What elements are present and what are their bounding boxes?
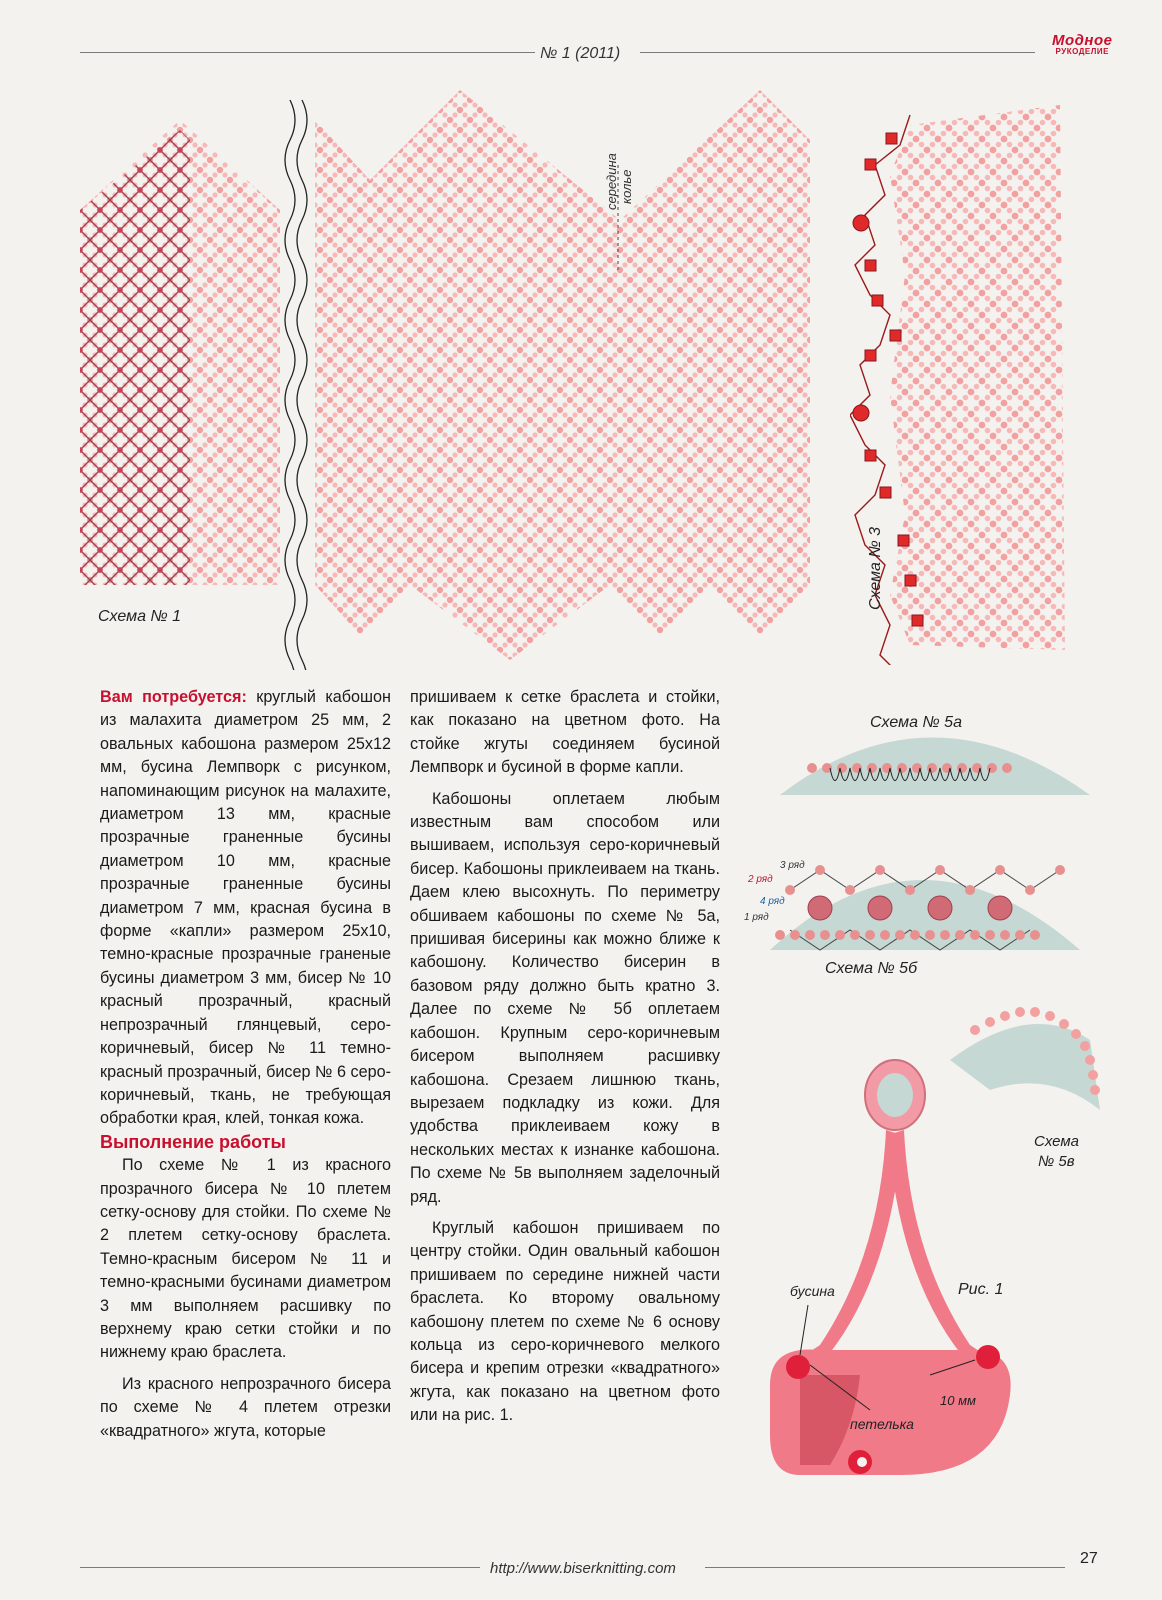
logo-line2: РУКОДЕЛИЕ [1055,47,1109,56]
break-line-1 [285,100,295,670]
header-rule-left [80,52,535,53]
break-line-2 [297,100,307,670]
footer-url: http://www.biserknitting.com [490,1560,676,1577]
net-right-block [315,90,810,660]
issue-number: № 1 (2011) [540,45,621,62]
bead-right [976,1345,1000,1369]
scheme3-diagram [850,95,1080,665]
header-rule-right [640,52,1035,53]
scheme3-net [890,105,1065,650]
scheme1-caption: Схема № 1 [98,608,182,625]
top-cabochon-center [877,1073,913,1117]
figure1-caption: Рис. 1 [958,1281,1004,1298]
middle-label-2: колье [619,169,634,204]
bead-pointer [800,1305,808,1355]
page-number: 27 [1080,1550,1098,1567]
footer-rule-left [80,1567,480,1568]
col2-paragraph-1: пришиваем к сетке браслета и стойки, как показано на цветном фото. На стойке жгуты соединяем бусиной Лемпворк и бусиной в форме капли. [410,688,720,777]
figure1-illustration [760,1055,1060,1500]
work-paragraph-1: По схеме № 1 из красного прозрачного бисера № 10 плетем сетку-основу для стойки. По схеме № 2 плетем сетку-основу браслета. Темно-красным бисером № 11 и темно-красными бусинами диаметром 3 мм выполняем расшивку по верхнему краю сетки стойки и по нижнему краю браслета. [100,1156,391,1362]
bead-label: бусина [790,1283,835,1299]
scheme5a-caption: Схема № 5а [870,714,962,731]
scheme5a-diagram [770,690,1100,810]
net-dark-overlay [80,130,190,585]
text-column-1 [100,686,391,1443]
logo-line1: Модное [1052,32,1113,49]
bead-bottom-left-hole [857,1457,867,1467]
right-strand [888,1130,985,1365]
work-heading: Выполнение работы [100,1131,286,1152]
left-strand [805,1130,902,1365]
scheme5v-caption-1: Схема [1034,1133,1079,1150]
materials-lead: Вам потребуется: [100,688,247,706]
scheme5b-caption: Схема № 5б [825,960,918,977]
row4-label: 4 ряд [760,896,785,907]
footer-rule-right [705,1567,1065,1568]
col2-paragraph-2: Кабошоны оплетаем любым известным вам способом или вышиваем, используя серо-коричневый бисер. Кабошоны приклеиваем на ткань. Даем клею высохнуть. По периметру обшиваем кабошоны по схеме № 5а, пришивая бисерины как можно ближе к кабошону. Количество бисерин в базовом ряду должно быть кратно 3. Далее по схеме № 5б оплетаем кабошон. Крупным серо-коричневым бисером выполняем расшивку кабошона. Срезаем лишнюю ткань, вырезаем подкладку из кожи. Для удобства приклеиваем кожу в нескольких местах к изнанке кабошона. По схеме № 5в выполняем заделочный ряд. [410,789,720,1206]
scheme1-diagram [70,80,830,670]
materials-paragraph [100,686,391,1131]
mm-label: 10 мм [940,1393,976,1408]
col2-paragraph-3: Круглый кабошон пришиваем по центру стойки. Один овальный кабошон пришиваем по середине нижней части браслета. Ко второму овальному кабошону плетем по схеме № 6 основу кольца из серо-коричневого мелкого бисера и крепим отрезки «квадратного» жгута, как показано на цветном фото или на рис. 1. [410,1218,720,1425]
middle-label-1: середина [604,153,619,210]
scheme5v-caption-2: № 5в [1038,1153,1075,1170]
materials-text: круглый кабошон из малахита диаметром 25 мм, 2 овальных кабошона размером 25х12 мм, бусина Лемпворк с рисунком, напоминающим рисунок на малахите, диаметром 13 мм, красные прозрачные граненные бусины диаметром 10 мм, красные прозрачные граненные бусины диаметром 7 мм, красная бусина в форме «капли» размером 25х10, темно-красные прозрачные граненые бусины диаметром 3 мм, бисер № 10 красный прозрачный, красный непрозрачный глянцевый, серо-коричневый, бисер № 11 темно-красный прозрачный, бисер № 6 серо-коричневый, ткань, не требующая обработки края, клей, тонкая кожа. [100,688,391,1128]
work-paragraph-2: Из красного непрозрачного бисера по схеме № 4 плетем отрезки «квадратного» жгута, которые [100,1374,391,1440]
text-column-2 [410,686,720,1428]
bead-left [786,1355,810,1379]
scheme3-caption: Схема № 3 [867,526,884,610]
scheme5b-diagram [740,830,1090,990]
magazine-logo [1052,32,1113,56]
row3-label: 3 ряд [780,860,805,871]
loop-label: петелька [850,1416,914,1432]
row1-label: 1 ряд [744,912,769,923]
row2-label: 2 ряд [748,874,773,885]
